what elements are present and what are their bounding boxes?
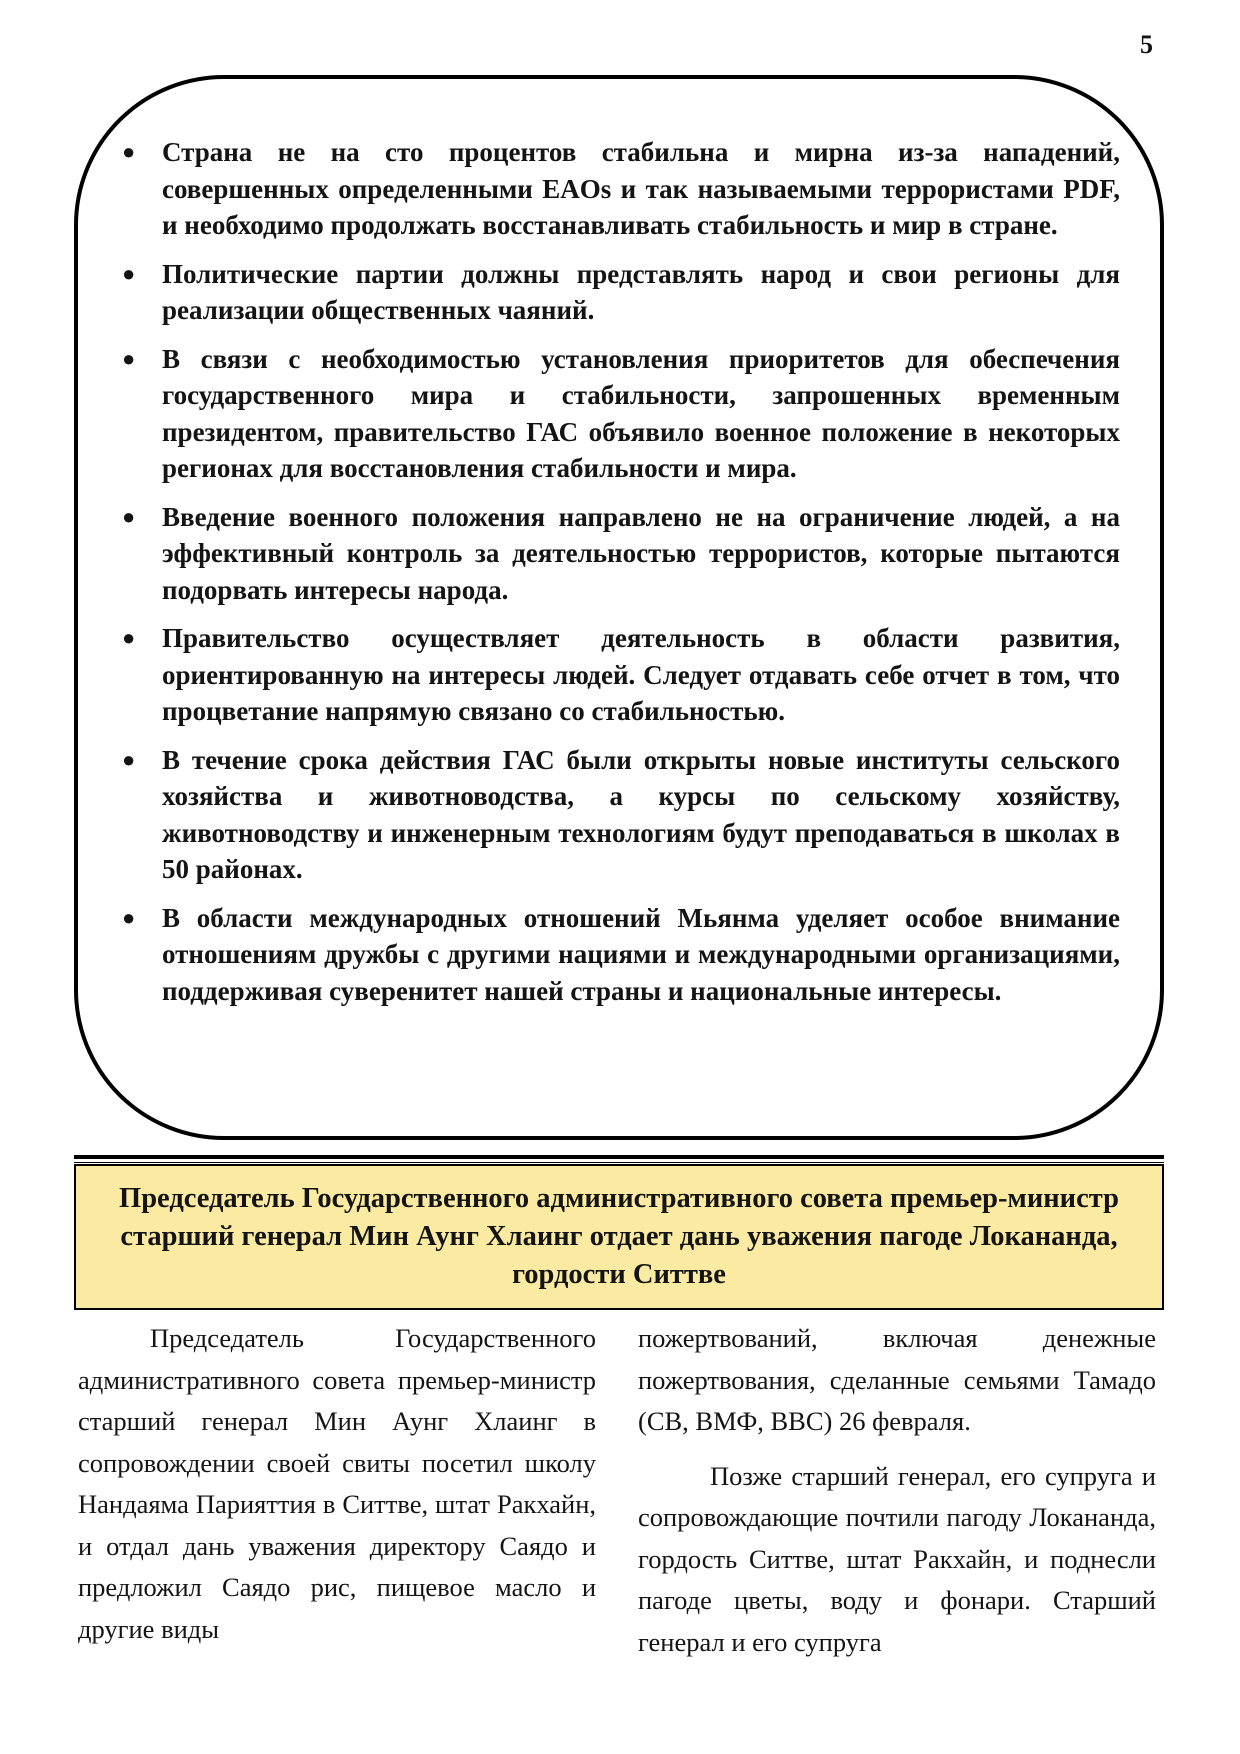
bullet-icon: ● [122, 503, 136, 529]
bullet-text: В течение срока действия ГАС были открыты новые институты сельского хозяйства и животноводства, а курсы по сельскому хозяйству, животноводству и инженерным технологиям будут преподаваться в школах в 50 районах. [162, 744, 1120, 884]
headline-box [74, 1164, 1164, 1310]
article-column-left [78, 1318, 596, 1650]
section-divider [74, 1155, 1164, 1159]
bullet-icon: ● [122, 904, 136, 930]
article-column-right [638, 1318, 1156, 1663]
bullet-icon: ● [122, 139, 136, 164]
summary-bullet-list [122, 134, 1120, 1021]
article-paragraph: Позже старший генерал, его супруга и сопровождающие почтили пагоду Локананда, гордость Ситтве, штат Ракхайн, и поднесли пагоде цветы, воду и фонари. Старший генерал и его супруга [638, 1460, 1156, 1657]
bullet-icon: ● [122, 625, 136, 650]
bullet-icon: ● [122, 345, 136, 371]
bullet-text: Введение военного положения направлено не на ограничение людей, а на эффективный контроль за деятельностью террористов, которые пытаются подорвать интересы народа. [162, 501, 1120, 605]
bullet-text: Правительство осуществляет деятельность в области развития, ориентированную на интересы людей. Следует отдавать себе отчет в том, что процветание напрямую связано со стабильностью. [162, 623, 1120, 726]
bullet-item [122, 742, 1120, 888]
bullet-item [122, 256, 1120, 329]
article-paragraph: Председатель Государственного административного совета премьер-министр старший генерал Мин Аунг Хлаинг в сопровождении своей свиты посетил школу Нандаяма Парияттия в Ситтве, штат Ракхайн, и отдал дань уважения директору Саядо и предложил Саядо рис, пищевое масло и другие виды [78, 1323, 596, 1644]
bullet-item [122, 134, 1120, 244]
bullet-item [122, 620, 1120, 730]
bullet-text: В области международных отношений Мьянма уделяет особое внимание отношениям дружбы с другими нациями и международными организациями, поддерживая суверенитет нашей страны и национальные интересы. [162, 902, 1120, 1006]
section-divider-thin [74, 1162, 1164, 1163]
bullet-text: В связи с необходимостью установления приоритетов для обеспечения государственного мира и стабильности, запрошенных временным президентом, правительство ГАС объявило военное положение в некоторых регионах для восстановления стабильности и мира. [162, 343, 1120, 483]
bullet-item [122, 341, 1120, 487]
bullet-icon: ● [122, 260, 136, 286]
bullet-item [122, 900, 1120, 1010]
bullet-item [122, 499, 1120, 609]
bullet-text: Политические партии должны представлять народ и свои регионы для реализации общественных чаяний. [162, 258, 1120, 325]
article-paragraph-continuation: пожертвований, включая денежные пожертвования, сделанные семьями Тамадо (СВ, ВМФ, ВВС) 26 февраля. [638, 1323, 1156, 1436]
page-number: 5 [1140, 30, 1153, 59]
bullet-text: Страна не на сто процентов стабильна и мирна из-за нападений, совершенных определенными EAOs и так называемыми террористами PDF, и необходимо продолжать восстанавливать стабильность и мир в стране. [162, 137, 1120, 240]
article-headline: Председатель Государственного административного совета премьер-министр старший генерал Мин Аунг Хлаинг отдает дань уважения пагоде Локананда, гордости Ситтве [119, 1183, 1119, 1290]
bullet-icon: ● [122, 746, 136, 772]
